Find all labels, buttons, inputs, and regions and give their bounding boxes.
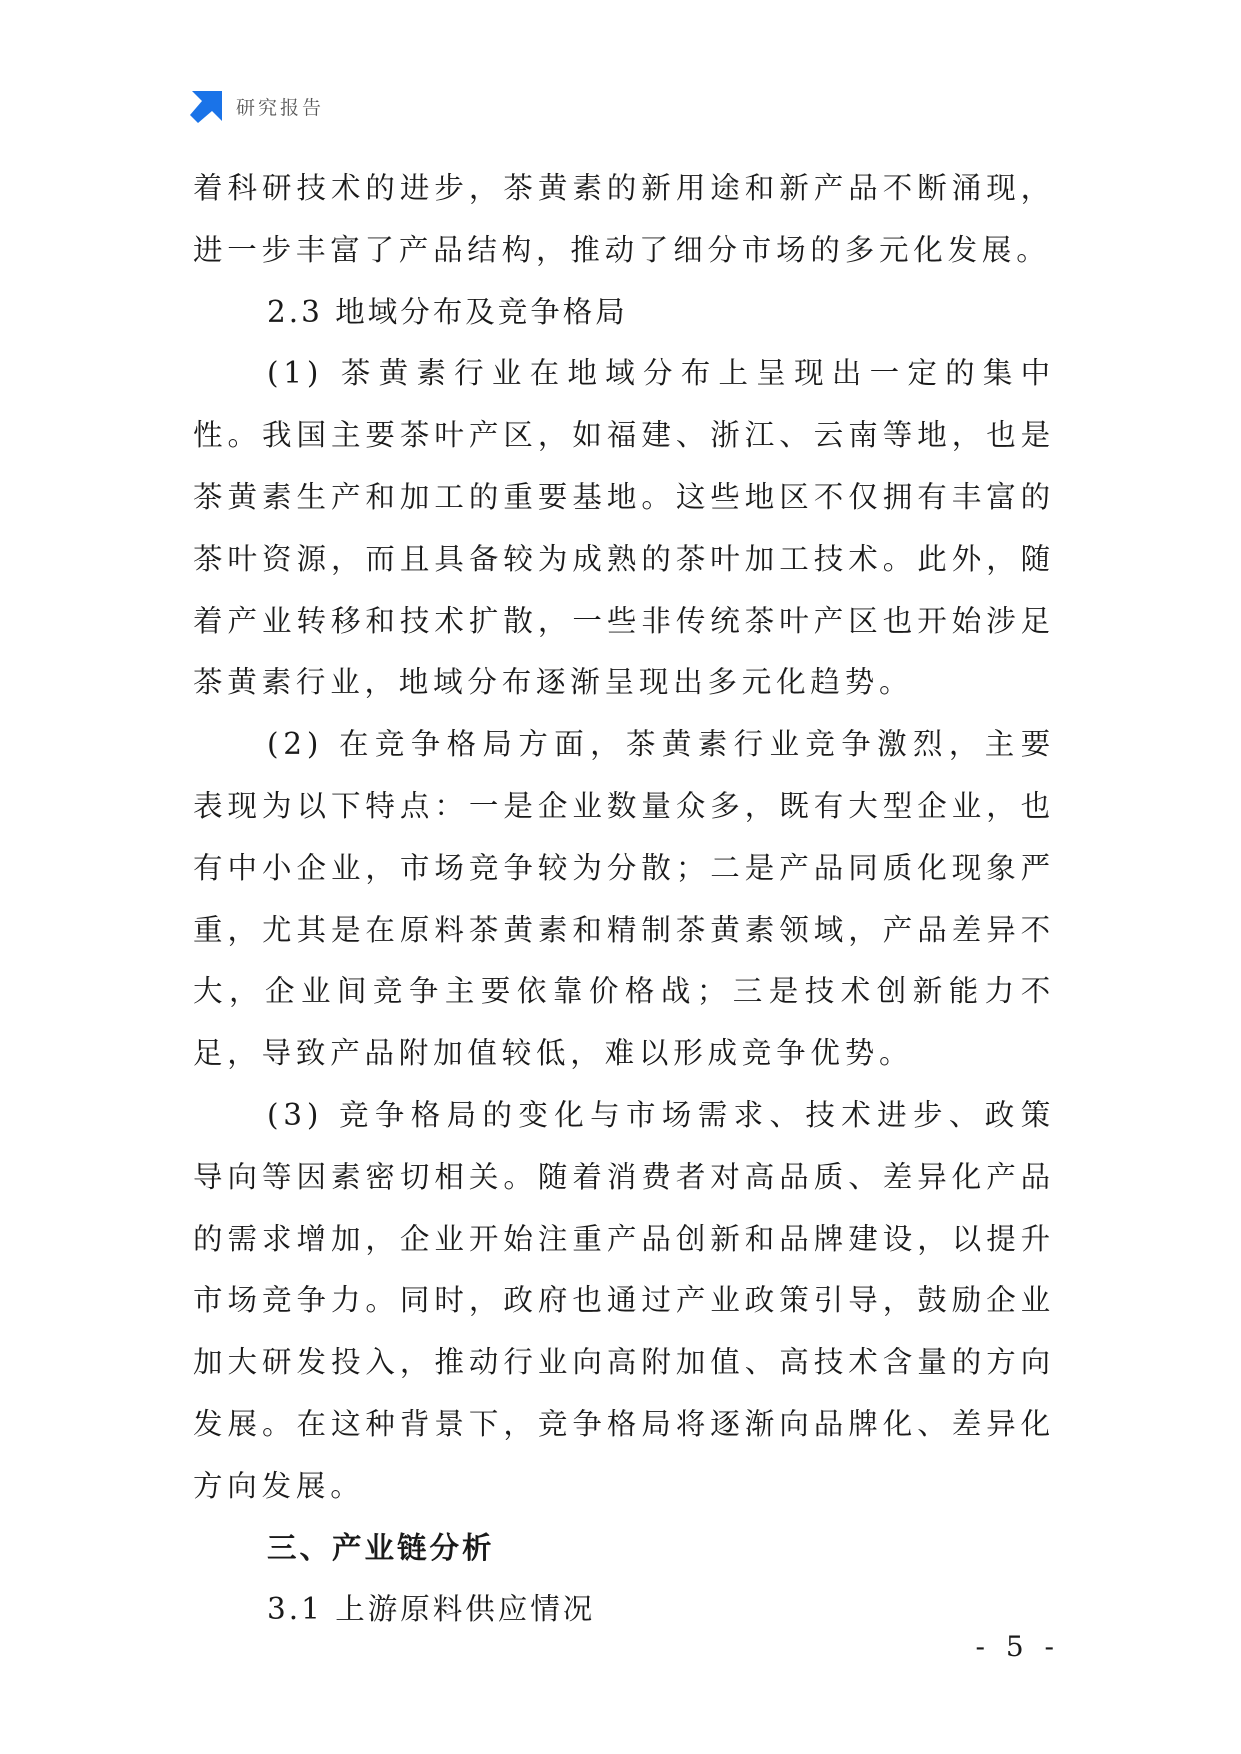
page-number: - 5 - bbox=[975, 1630, 1060, 1663]
chapter-heading-3: 三、产业链分析 bbox=[267, 1530, 495, 1565]
paragraph-competition-landscape: (2) 在竞争格局方面，茶黄素行业竞争激烈，主要表现为以下特点：一是企业数量众多，既有大型企业，也有中小企业，市场竞争较为分散；二是产品同质化现象严重，尤其是在原料茶黄素和精制茶黄素领域，产品差异不大，企业间竞争主要依靠价格战；三是技术创新能力不足，导致产品附加值较低，难以形成竞争优势。 bbox=[193, 727, 1055, 1071]
arrow-up-right-icon bbox=[190, 89, 224, 123]
section-heading-2-3: 2.3 地域分布及竞争格局 bbox=[267, 294, 628, 329]
document-body bbox=[193, 158, 1055, 1641]
paragraph-regional-distribution: (1) 茶黄素行业在地域分布上呈现出一定的集中性。我国主要茶叶产区，如福建、浙江、云南等地，也是茶黄素生产和加工的重要基地。这些地区不仅拥有丰富的茶叶资源，而且具备较为成熟的茶叶加工技术。此外，随着产业转移和技术扩散，一些非传统茶叶产区也开始涉足茶黄素行业，地域分布逐渐呈现出多元化趋势。 bbox=[193, 356, 1055, 700]
section-heading-3-1: 3.1 上游原料供应情况 bbox=[267, 1592, 596, 1627]
paragraph-competition-trends: (3) 竞争格局的变化与市场需求、技术进步、政策导向等因素密切相关。随着消费者对高品质、差异化产品的需求增加，企业开始注重产品创新和品牌建设，以提升市场竞争力。同时，政府也通过产业政策引导，鼓励企业加大研发投入，推动行业向高附加值、高技术含量的方向发展。在这种背景下，竞争格局将逐渐向品牌化、差异化方向发展。 bbox=[193, 1097, 1055, 1503]
header-title: 研究报告 bbox=[236, 96, 325, 119]
paragraph-continuation: 着科研技术的进步，茶黄素的新用途和新产品不断涌现，进一步丰富了产品结构，推动了细分市场的多元化发展。 bbox=[193, 171, 1055, 267]
page-header bbox=[190, 88, 324, 124]
